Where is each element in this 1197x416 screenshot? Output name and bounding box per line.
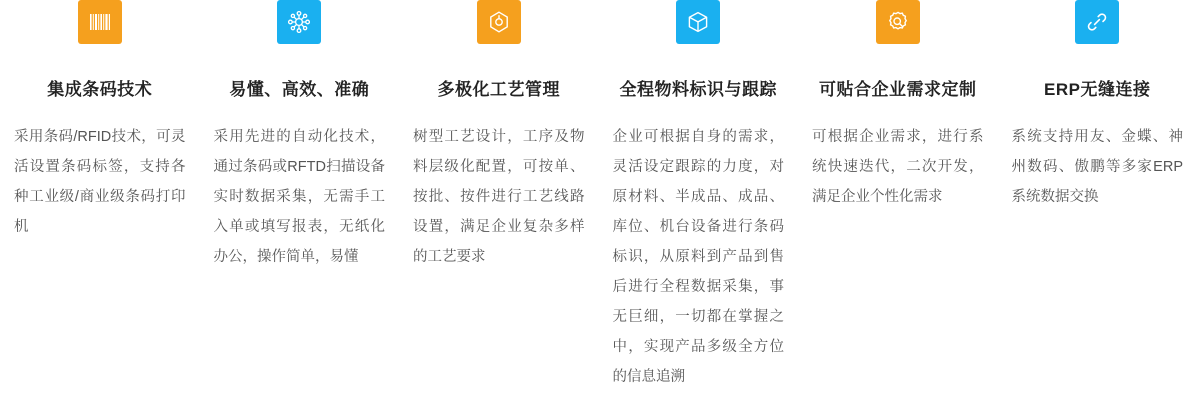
feature-card-5 <box>798 0 998 212</box>
feature-title: 全程物料标识与跟踪 <box>619 80 777 99</box>
feature-title: 可贴合企业需求定制 <box>819 80 977 99</box>
feature-title: 集成条码技术 <box>47 80 153 99</box>
feature-card-4 <box>599 0 799 392</box>
feature-description: 采用条码/RFID技术，可灵活设置条码标签，支持各种工业级/商业级条码打印机 <box>14 129 186 236</box>
feature-card-6 <box>998 0 1197 212</box>
feature-card-2 <box>200 0 400 272</box>
feature-description: 系统支持用友、金蝶、神州数码、傲鹏等多家ERP系统数据交换 <box>1011 129 1183 206</box>
hexagon-process-icon <box>477 0 521 44</box>
feature-title: ERP无缝连接 <box>1044 80 1151 99</box>
box-package-icon <box>676 0 720 44</box>
barcode-icon <box>78 0 122 44</box>
feature-title: 易懂、高效、准确 <box>229 80 370 99</box>
feature-card-1 <box>0 0 200 242</box>
gear-search-icon <box>876 0 920 44</box>
feature-description: 树型工艺设计，工序及物料层级化配置，可按单、按批、按件进行工艺线路设置，满足企业复杂多样的工艺要求 <box>413 129 585 266</box>
feature-title: 多极化工艺管理 <box>437 80 560 99</box>
gear-network-icon <box>277 0 321 44</box>
link-chain-icon <box>1075 0 1119 44</box>
feature-description: 企业可根据自身的需求，灵活设定跟踪的力度，对原材料、半成品、成品、库位、机台设备进行条码标识，从原料到产品到售后进行全程数据采集，事无巨细，一切都在掌握之中，实现产品多级全方位的信息追溯 <box>612 129 784 386</box>
feature-description: 采用先进的自动化技术，通过条码或RFTD扫描设备实时数据采集，无需手工入单或填写报表，无纸化办公，操作简单，易懂 <box>213 129 385 266</box>
feature-description: 可根据企业需求，进行系统快速迭代，二次开发，满足企业个性化需求 <box>812 129 984 206</box>
feature-card-3 <box>399 0 599 272</box>
